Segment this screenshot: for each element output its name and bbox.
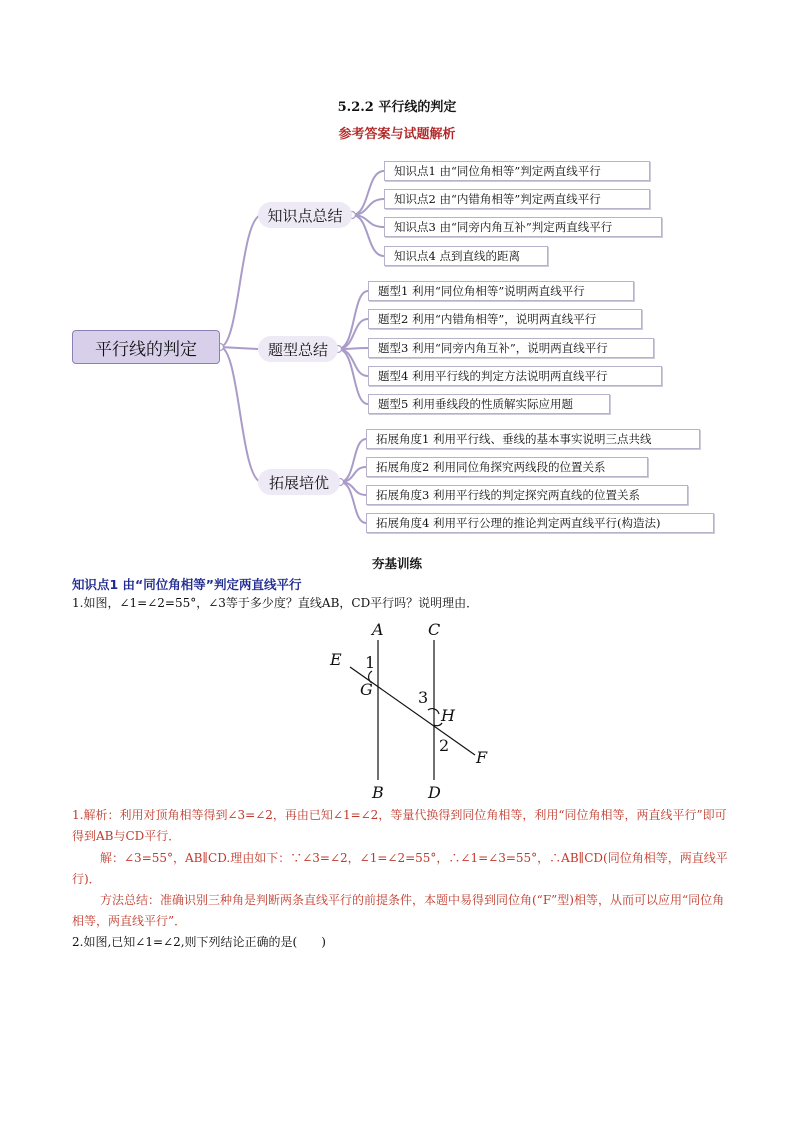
mindmap-leaf: 拓展角度1 利用平行线、垂线的基本事实说明三点共线 bbox=[366, 429, 700, 449]
mindmap-leaf: 题型2 利用“内错角相等”，说明两直线平行 bbox=[368, 309, 642, 329]
geometry-figure bbox=[320, 615, 500, 805]
mindmap-leaf: 知识点4 点到直线的距离 bbox=[384, 246, 548, 266]
mindmap-leaf: 题型5 利用垂线段的性质解实际应用题 bbox=[368, 394, 610, 414]
label-f: F bbox=[476, 748, 488, 767]
label-angle-3: 3 bbox=[418, 688, 429, 707]
label-c: C bbox=[428, 620, 441, 639]
analysis-text: 1.解析：利用对顶角相等得到∠3=∠2，再由已知∠1=∠2，等量代换得到同位角相等，利用“同位角相等，两直线平行”即可得到AB与CD平行． bbox=[72, 808, 727, 843]
label-h: H bbox=[441, 706, 455, 725]
knowledge-point-heading: 知识点1 由“同位角相等”判定两直线平行 bbox=[72, 577, 302, 592]
question-2: 2.如图,已知∠1=∠2,则下列结论正确的是( ) bbox=[72, 935, 326, 949]
mindmap-branch-extension: 拓展培优 bbox=[258, 469, 340, 495]
mindmap-leaf: 拓展角度3 利用平行线的判定探究两直线的位置关系 bbox=[366, 485, 688, 505]
mindmap-root: 平行线的判定 bbox=[72, 330, 220, 364]
mindmap-leaf: 题型3 利用“同旁内角互补”，说明两直线平行 bbox=[368, 338, 654, 358]
mindmap-leaf: 题型1 利用“同位角相等”说明两直线平行 bbox=[368, 281, 634, 301]
mindmap-branch-knowledge: 知识点总结 bbox=[258, 202, 352, 228]
label-e: E bbox=[330, 650, 342, 669]
mindmap-leaf: 拓展角度2 利用同位角探究两线段的位置关系 bbox=[366, 457, 648, 477]
mindmap-branch-question-types: 题型总结 bbox=[258, 336, 338, 362]
page-title: 5.2.2 平行线的判定 bbox=[337, 100, 457, 115]
label-angle-2: 2 bbox=[439, 736, 450, 755]
method-summary: 方法总结：准确识别三种角是判断两条直线平行的前提条件，本题中易得到同位角(“F”型)相等，从而可以应用“同位角相等，两直线平行”． bbox=[72, 893, 725, 928]
label-d: D bbox=[428, 783, 441, 802]
question-1: 1.如图，∠1=∠2=55°，∠3等于多少度？直线AB，CD平行吗？说明理由． bbox=[72, 596, 479, 610]
section-heading: 夯基训练 bbox=[371, 556, 422, 571]
mindmap-leaf: 拓展角度4 利用平行公理的推论判定两直线平行(构造法) bbox=[366, 513, 714, 533]
label-g: G bbox=[360, 680, 373, 699]
mindmap-leaf: 题型4 利用平行线的判定方法说明两直线平行 bbox=[368, 366, 662, 386]
mindmap-leaf: 知识点1 由“同位角相等”判定两直线平行 bbox=[384, 161, 650, 181]
page-subtitle: 参考答案与试题解析 bbox=[338, 127, 456, 142]
mindmap-leaf: 知识点2 由“内错角相等”判定两直线平行 bbox=[384, 189, 650, 209]
label-a: A bbox=[372, 620, 384, 639]
solution-text: 解：∠3=55°，AB∥CD.理由如下：∵∠3=∠2，∠1=∠2=55°，∴∠1=∠3=55°，∴AB∥CD(同位角相等，两直线平行)． bbox=[72, 851, 728, 886]
label-b: B bbox=[372, 783, 384, 802]
mindmap-leaf: 知识点3 由“同旁内角互补”判定两直线平行 bbox=[384, 217, 662, 237]
label-angle-1: 1 bbox=[365, 653, 376, 672]
